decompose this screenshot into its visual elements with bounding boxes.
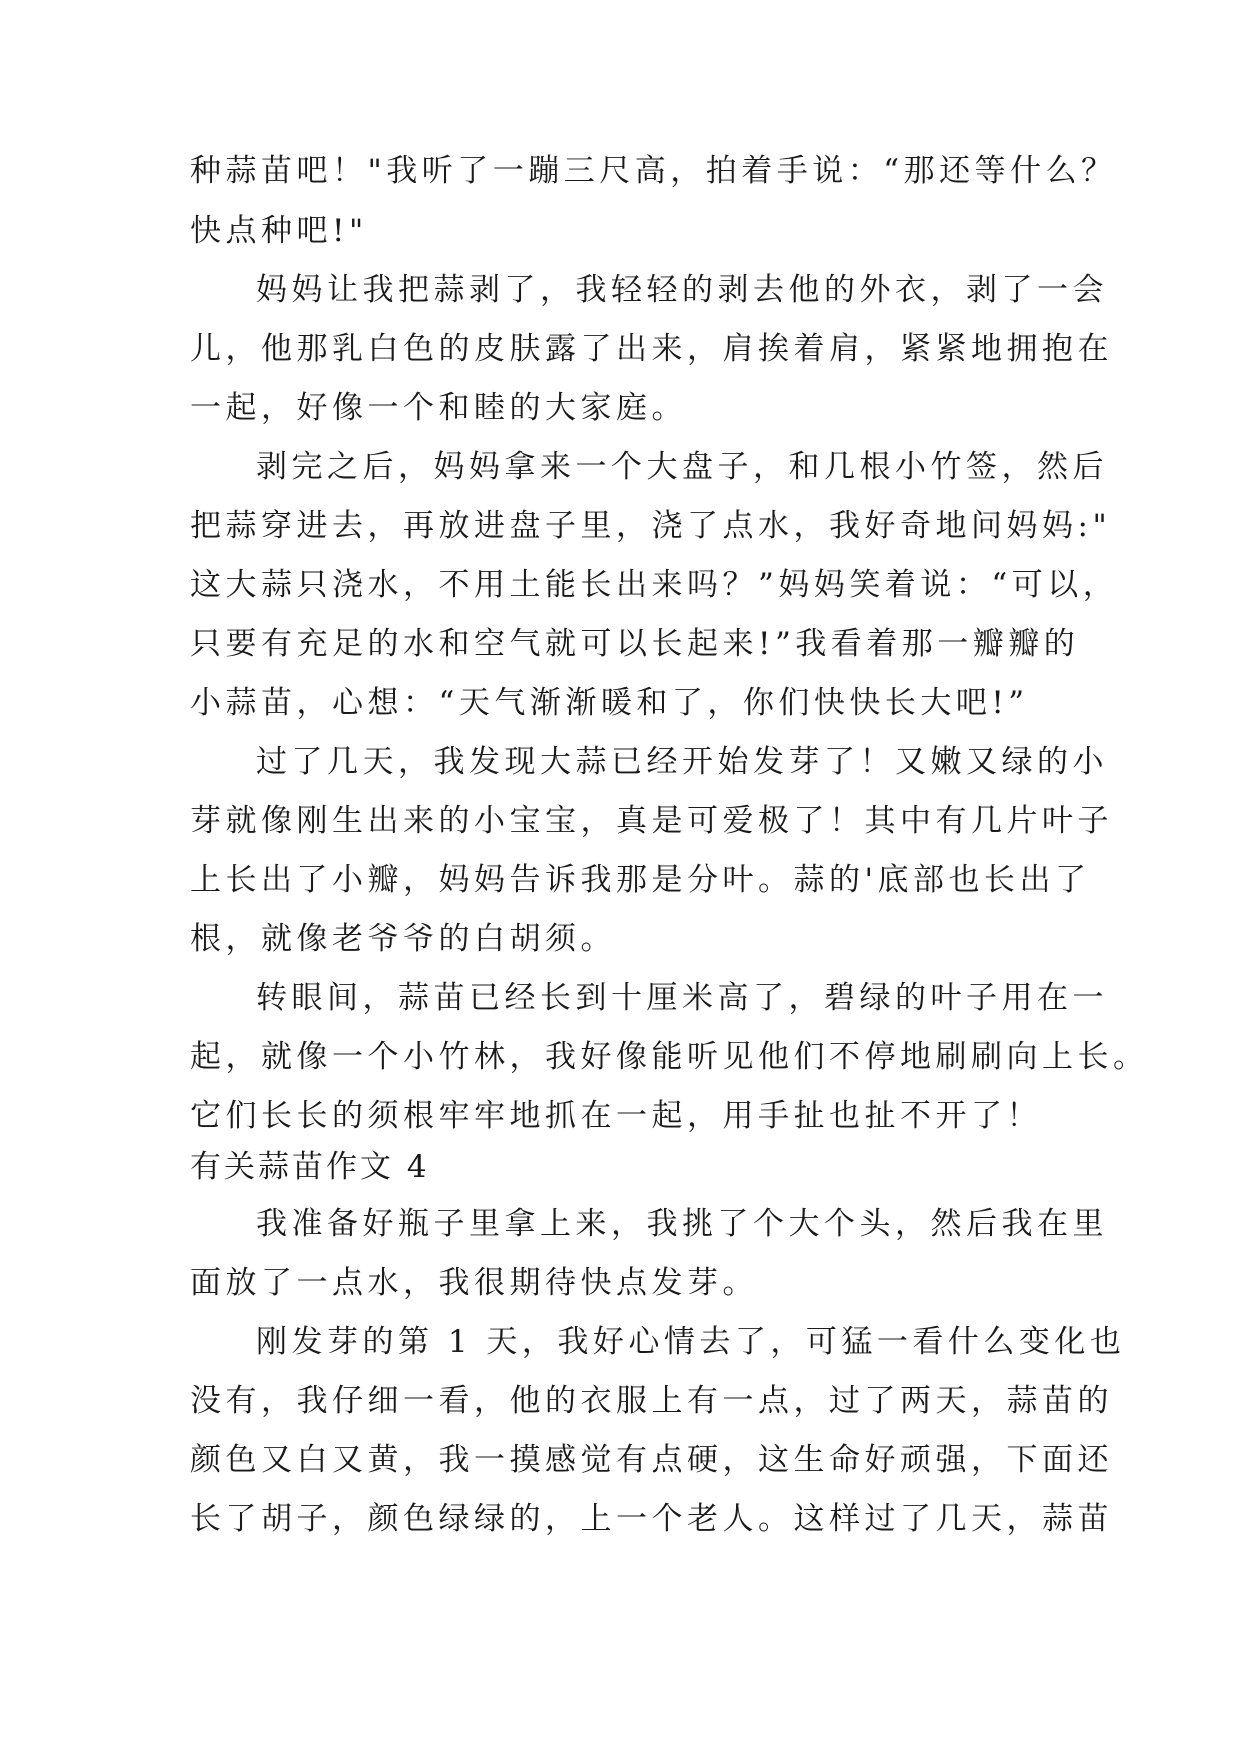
paragraph-line: 没有，我仔细一看，他的衣服上有一点，过了两天，蒜苗的	[190, 1383, 1113, 1419]
paragraph-line: 上长出了小瓣，妈妈告诉我那是分叶。蒜的'底部也长出了	[190, 862, 1091, 898]
paragraph-line: 过了几天，我发现大蒜已经开始发芽了！又嫩又绿的小	[256, 744, 1108, 780]
section-heading: 有关蒜苗作文 4	[190, 1149, 430, 1185]
paragraph-line: 快点种吧!"	[190, 213, 368, 249]
paragraph-line: 颜色又白又黄，我一摸感觉有点硬，这生命好顽强，下面还	[190, 1442, 1113, 1478]
paragraph-line: 长了胡子，颜色绿绿的，上一个老人。这样过了几天，蒜苗	[190, 1501, 1113, 1537]
paragraph-line: 只要有充足的水和空气就可以长起来!”我看着那一瓣瓣的	[190, 626, 1080, 662]
paragraph-line: 面放了一点水，我很期待快点发芽。	[190, 1265, 758, 1301]
paragraph-line: 把蒜穿进去，再放进盘子里，浇了点水，我好奇地问妈妈:"	[190, 508, 1112, 544]
paragraph-line: 根，就像老爷爷的白胡须。	[190, 921, 616, 957]
paragraph-line: 它们长长的须根牢牢地抓在一起，用手扯也扯不开了！	[190, 1098, 1042, 1134]
paragraph-line: 起，就像一个小竹林，我好像能听见他们不停地刷刷向上长。	[190, 1039, 1149, 1075]
paragraph-line: 妈妈让我把蒜剥了，我轻轻的剥去他的外衣，剥了一会	[256, 272, 1108, 308]
paragraph-line: 我准备好瓶子里拿上来，我挑了个大个头，然后我在里	[256, 1206, 1108, 1242]
paragraph-line: 一起，好像一个和睦的大家庭。	[190, 390, 687, 426]
paragraph-line: 芽就像刚生出来的小宝宝，真是可爱极了！其中有几片叶子	[190, 803, 1113, 839]
paragraph-line: 剥完之后，妈妈拿来一个大盘子，和几根小竹签，然后	[256, 449, 1108, 485]
paragraph-line: 小蒜苗，心想：“天气渐渐暖和了，你们快快长大吧!”	[190, 685, 1029, 721]
paragraph-line: 这大蒜只浇水，不用土能长出来吗？”妈妈笑着说：“可以，	[190, 567, 1119, 603]
paragraph-line: 儿，他那乳白色的皮肤露了出来，肩挨着肩，紧紧地拥抱在	[190, 331, 1113, 367]
paragraph-line: 种蒜苗吧！"我听了一蹦三尺高，拍着手说：“那还等什么？	[190, 153, 1117, 189]
paragraph-line: 转眼间，蒜苗已经长到十厘米高了，碧绿的叶子用在一	[256, 980, 1108, 1016]
paragraph-line: 刚发芽的第 1 天，我好心情去了，可猛一看什么变化也	[256, 1324, 1126, 1360]
